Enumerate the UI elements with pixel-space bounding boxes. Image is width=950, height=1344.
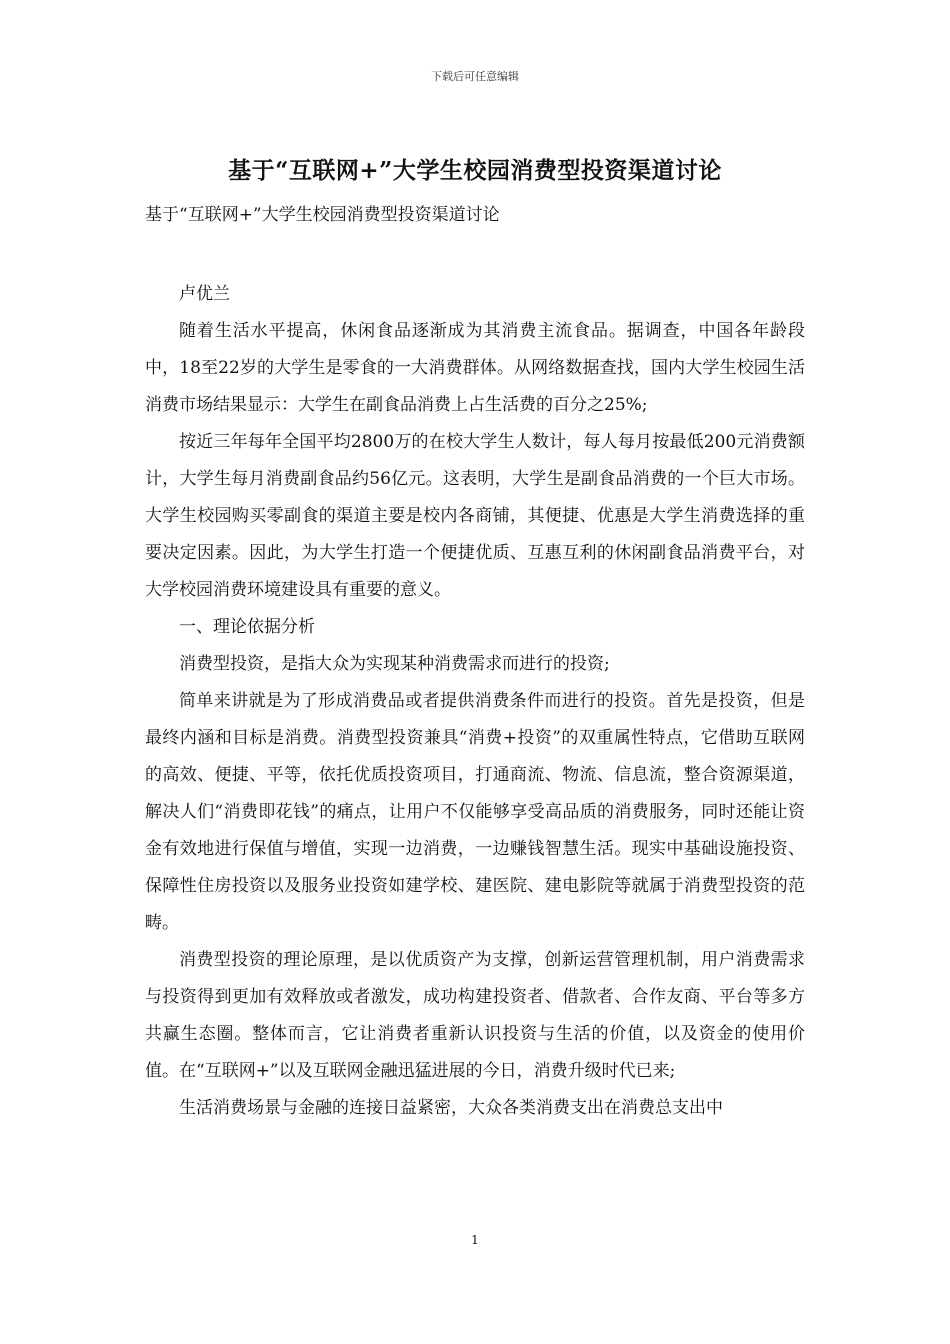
author-line: 卢优兰 — [179, 284, 230, 304]
paragraph: 简单来讲就是为了形成消费品或者提供消费条件而进行的投资。首先是投资，但是最终内涵和目标是消费。消费型投资兼具“消费+投资”的双重属性特点，它借助互联网的高效、便捷、平等，依托优质投资项目，打通商流、物流、信息流，整合资源渠道，解决人们“消费即花钱”的痛点，让用户不仅能够享受高品质的消费服务，同时还能让资金有效地进行保值与增值，实现一边消费，一边赚钱智慧生活。现实中基础设施投资、保障性住房投资以及服务业投资如建学校、建医院、建电影院等就属于消费型投资的范畴。 — [145, 691, 805, 933]
document-subtitle: 基于“互联网+”大学生校园消费型投资渠道讨论 — [145, 205, 500, 225]
paragraph: 消费型投资的理论原理，是以优质资产为支撑，创新运营管理机制，用户消费需求与投资得到更加有效释放或者激发，成功构建投资者、借款者、合作友商、平台等多方共赢生态圈。整体而言，它让消费者重新认识投资与生活的价值，以及资金的使用价值。在“互联网+”以及互联网金融迅猛进展的今日，消费升级时代已来; — [145, 950, 805, 1081]
document-title: 基于“互联网+”大学生校园消费型投资渠道讨论 — [228, 157, 722, 184]
paragraph: 消费型投资，是指大众为实现某种消费需求而进行的投资; — [179, 654, 610, 674]
section-heading: 一、理论依据分析 — [179, 617, 315, 637]
paragraph: 随着生活水平提高，休闲食品逐渐成为其消费主流食品。据调查，中国各年龄段中，18至22岁的大学生是零食的一大消费群体。从网络数据查找，国内大学生校园生活消费市场结果显示：大学生在副食品消费上占生活费的百分之25%; — [145, 321, 805, 415]
page-number: 1 — [471, 1233, 479, 1247]
paragraph: 按近三年每年全国平均2800万的在校大学生人数计，每人每月按最低200元消费额计，大学生每月消费副食品约56亿元。这表明，大学生是副食品消费的一个巨大市场。大学生校园购买零副食的渠道主要是校内各商铺，其便捷、优惠是大学生消费选择的重要决定因素。因此，为大学生打造一个便捷优质、互惠互利的休闲副食品消费平台，对大学校园消费环境建设具有重要的意义。 — [145, 432, 805, 600]
document-body — [145, 276, 805, 1127]
paragraph: 生活消费场景与金融的连接日益紧密，大众各类消费支出在消费总支出中 — [179, 1098, 723, 1118]
page-header: 下载后可任意编辑 — [431, 70, 519, 83]
